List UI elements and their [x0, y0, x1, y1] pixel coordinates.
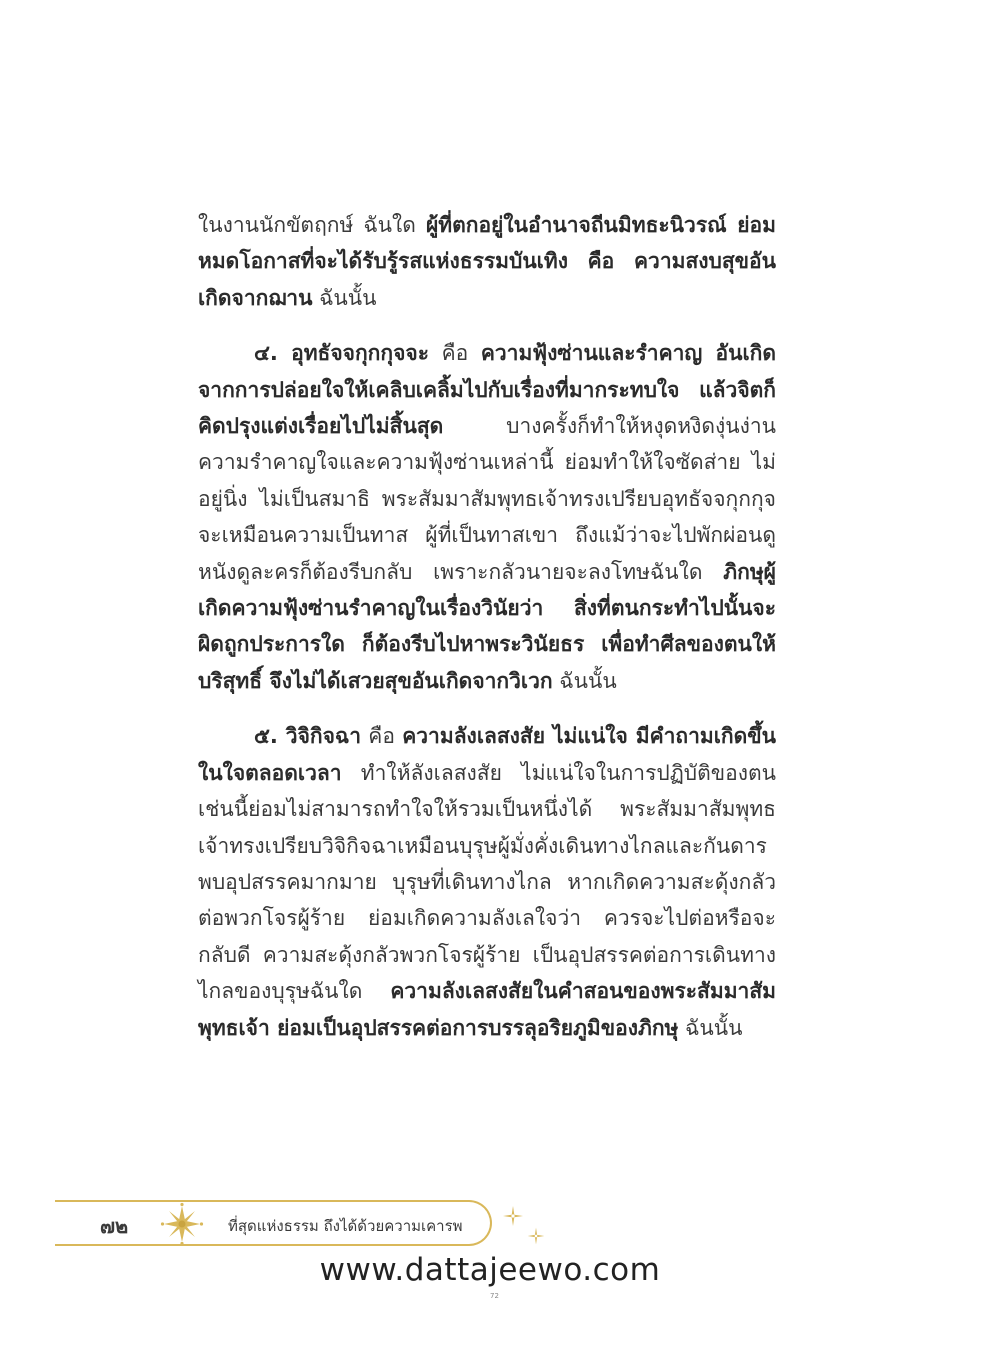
bold-text-run: ๕. วิจิกิจฉา [254, 724, 361, 749]
text-run: บางครั้งก็ทำให้หงุดหงิดงุ่นง่าน ความรำคาญใจและความฟุ้งซ่านเหล่านี้ ย่อมทำให้ใจซัดส่าย ไม่อยู่นิ่ง ไม่เป็นสมาธิ พระสัมมาสัมพุทธเจ้าทรงเปรียบอุทธัจจกุกกุจจะเหมือนความเป็นทาส ผู้ที่เป็นทาสเขา ถึงแม้ว่าจะไปพักผ่อนดูหนังดูละครก็ต้องรีบกลับ เพราะกลัวนายจะลงโทษฉันใด [198, 414, 776, 584]
bold-text-run: ๔. อุทธัจจกุกกุจจะ [254, 341, 429, 366]
page-footer [0, 1196, 1000, 1256]
bold-text-run: ผู้ที่ตกอยู่ในอำนาจถีนมิทธะนิวรณ์ ย่อมหมดโอกาสที่จะได้รับรู้รสแห่งธรรมบันเทิง คือ ความสงบสุขอันเกิดจากฌาน [198, 213, 776, 310]
website-url: www.dattajeewo.com [319, 1252, 661, 1288]
bold-text-run: ความฟุ้งซ่านและรำคาญ อันเกิดจากการปล่อยใจให้เคลิบเคลิ้มไปกับเรื่องที่มากระทบใจ แล้วจิตก็คิดปรุงแต่งเรื่อยไปไม่สิ้นสุด [198, 341, 777, 439]
paragraph [198, 335, 776, 699]
sparkle-icon [526, 1226, 546, 1246]
running-title: ที่สุดแห่งธรรม ถึงได้ด้วยความเคารพ [228, 1217, 463, 1235]
bold-text-run: ความลังเลสงสัย ไม่แน่ใจ มีคำถามเกิดขึ้นในใจตลอดเวลา [198, 724, 776, 785]
text-run: ฉันนั้น [552, 668, 617, 693]
page-number: ๗๒ [100, 1214, 129, 1238]
text-run: ทำให้ลังเลสงสัย ไม่แน่ใจในการปฏิบัติของตน เช่นนี้ย่อมไม่สามารถทำใจให้รวมเป็นหนึ่งได้ พระสัมมาสัมพุทธเจ้าทรงเปรียบวิจิกิจฉาเหมือนบุรุษผู้มั่งคั่งเดินทางไกลและกันดาร พบอุปสรรคมากมาย บุรุษที่เดินทางไกล หากเกิดความสะดุ้งกลัวต่อพวกโจรผู้ร้าย ย่อมเกิดความลังเลใจว่า ควรจะไปต่อหรือจะกลับดี ความสะดุ้งกลัวพวกโจรผู้ร้าย เป็นอุปสรรคต่อการเดินทางไกลของบุรุษฉันใด [198, 760, 776, 1004]
bold-text-run: ภิกษุผู้เกิดความฟุ้งซ่านรำคาญในเรื่องวินัยว่า สิ่งที่ตนกระทำไปนั้นจะผิดถูกประการใด ก็ต้องรีบไปหาพระวินัยธร เพื่อทำศีลของตนให้บริสุทธิ์ จึงไม่ได้เสวยสุขอันเกิดจากวิเวก [198, 559, 776, 693]
bold-text-run: ความลังเลสงสัยในคำสอนของพระสัมมาสัมพุทธเจ้า ย่อมเป็นอุปสรรคต่อการบรรลุอริยภูมิของภิกษุ [198, 979, 776, 1040]
text-run: คือ [361, 724, 403, 749]
sparkle-icon [501, 1204, 525, 1228]
text-run: ฉันนั้น [312, 285, 377, 310]
text-run: คือ [429, 341, 481, 366]
text-run: ฉันนั้น [678, 1015, 743, 1040]
paragraph [198, 207, 776, 316]
text-run: ในงานนักขัตฤกษ์ ฉันใด [198, 213, 426, 237]
small-page-number: 72 [490, 1292, 499, 1300]
body-text [198, 207, 776, 1065]
paragraph [198, 718, 776, 1046]
flower-ornament-icon [160, 1202, 204, 1246]
